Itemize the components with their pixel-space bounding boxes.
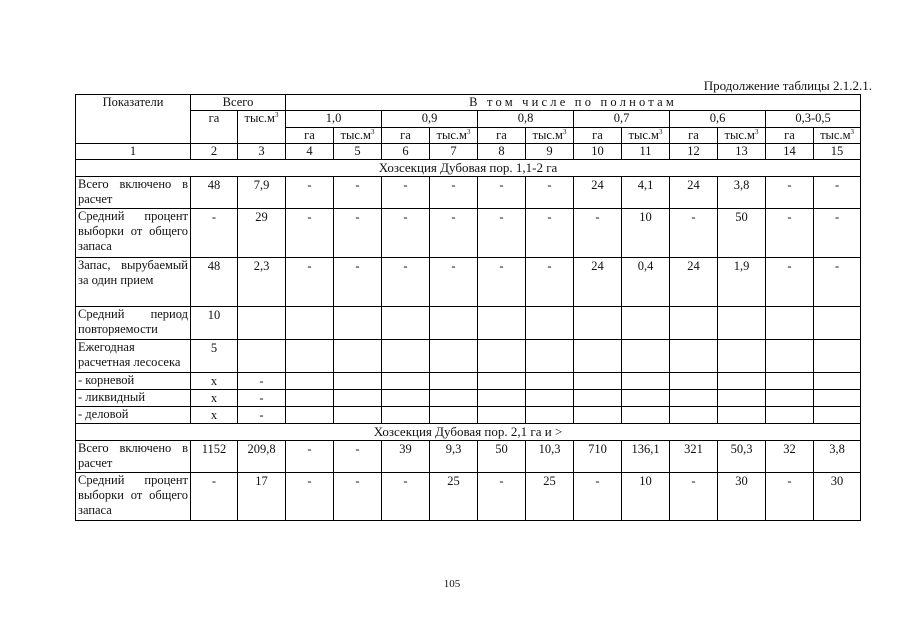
table-cell (238, 307, 286, 340)
table-cell: 0,4 (622, 258, 670, 307)
unit-ha-5: га (670, 128, 718, 144)
table-cell: 321 (670, 441, 718, 473)
density-4: 0,7 (574, 111, 670, 128)
table-cell (766, 373, 814, 390)
table-cell (670, 340, 718, 373)
table-cell (334, 340, 382, 373)
table-cell: 48 (191, 177, 238, 209)
table-cell: 32 (766, 441, 814, 473)
table-cell (574, 340, 622, 373)
row-label: Всего включено в расчет (76, 177, 191, 209)
table-row (76, 177, 861, 209)
table-cell: 24 (670, 177, 718, 209)
table-cell (814, 373, 861, 390)
table-cell: - (334, 258, 382, 307)
table-cell: 30 (814, 473, 861, 521)
table-cell (814, 307, 861, 340)
table-cell: - (382, 473, 430, 521)
column-number: 13 (718, 144, 766, 160)
table-cell: - (670, 473, 718, 521)
table-cell (286, 340, 334, 373)
table-cell: - (478, 473, 526, 521)
table-cell: 25 (430, 473, 478, 521)
header-total-ha: га (191, 111, 238, 144)
table-cell: 9,3 (430, 441, 478, 473)
table-cell: - (430, 258, 478, 307)
table-row (76, 473, 861, 521)
density-3: 0,8 (478, 111, 574, 128)
table-cell: - (191, 209, 238, 258)
table-cell (718, 340, 766, 373)
table-cell (766, 390, 814, 407)
table-row (76, 407, 861, 424)
table-cell: 209,8 (238, 441, 286, 473)
table-cell (286, 373, 334, 390)
unit-ha-4: га (574, 128, 622, 144)
table-cell: 2,3 (238, 258, 286, 307)
row-label: - корневой (76, 373, 191, 390)
table-row (76, 209, 861, 258)
table-cell: - (814, 177, 861, 209)
column-number: 12 (670, 144, 718, 160)
table-cell: 24 (574, 258, 622, 307)
header-total: Всего (191, 95, 286, 111)
table-cell: 7,9 (238, 177, 286, 209)
column-number: 9 (526, 144, 574, 160)
column-number: 6 (382, 144, 430, 160)
unit-ha-3: га (478, 128, 526, 144)
table-row (76, 258, 861, 307)
table-cell: 24 (670, 258, 718, 307)
table-cell: - (430, 177, 478, 209)
table-cell: х (191, 407, 238, 424)
table-cell: - (238, 390, 286, 407)
header-including: В том числе по полнотам (286, 95, 861, 111)
table-cell: - (191, 473, 238, 521)
row-label: Всего включено в расчет (76, 441, 191, 473)
table-cell: 1152 (191, 441, 238, 473)
table-cell: 10 (622, 473, 670, 521)
table-cell (382, 373, 430, 390)
table-cell: 136,1 (622, 441, 670, 473)
table-cell: 10 (191, 307, 238, 340)
table-cell (238, 340, 286, 373)
table-cell (670, 390, 718, 407)
density-1: 1,0 (286, 111, 382, 128)
table-cell: 30 (718, 473, 766, 521)
table-cell: - (334, 473, 382, 521)
table-cell: - (766, 473, 814, 521)
table-cell: - (286, 441, 334, 473)
table-cell (526, 307, 574, 340)
table-row (76, 441, 861, 473)
unit-volume-5: $тыс.м^3$ (718, 128, 766, 144)
header-row-2 (76, 111, 861, 128)
unit-volume-6: $тыс.м^3$ (814, 128, 861, 144)
table-cell (286, 390, 334, 407)
table-row (76, 307, 861, 340)
table-cell (430, 390, 478, 407)
table-cell: - (382, 258, 430, 307)
table-cell: 3,8 (814, 441, 861, 473)
column-number: 5 (334, 144, 382, 160)
table-cell (526, 340, 574, 373)
table-cell (574, 373, 622, 390)
table-cell (478, 340, 526, 373)
table-cell: 710 (574, 441, 622, 473)
table-cell (718, 307, 766, 340)
table-cell: - (238, 373, 286, 390)
data-table (75, 94, 861, 521)
row-label: Ежегодная расчетная лесосека (76, 340, 191, 373)
table-cell (670, 407, 718, 424)
row-label: Средний процент выборки от общего запаса (76, 473, 191, 521)
table-cell (526, 390, 574, 407)
row-label: Средний период повторяемости (76, 307, 191, 340)
table-cell (622, 307, 670, 340)
table-cell (382, 340, 430, 373)
table-cell: 10 (622, 209, 670, 258)
table-cell: - (334, 441, 382, 473)
table-cell (766, 307, 814, 340)
table-cell: 10,3 (526, 441, 574, 473)
density-6: 0,3-0,5 (766, 111, 861, 128)
table-cell (478, 373, 526, 390)
table-cell (334, 307, 382, 340)
table-cell: 29 (238, 209, 286, 258)
density-2: 0,9 (382, 111, 478, 128)
column-number: 14 (766, 144, 814, 160)
table-cell: 39 (382, 441, 430, 473)
table-cell (622, 407, 670, 424)
header-indicators: Показатели (76, 95, 191, 144)
table-cell (526, 373, 574, 390)
column-number: 4 (286, 144, 334, 160)
table-cell: - (574, 473, 622, 521)
header-row-1 (76, 95, 861, 111)
table-cell (478, 407, 526, 424)
table-cell: 24 (574, 177, 622, 209)
unit-ha-2: га (382, 128, 430, 144)
table-cell: - (286, 209, 334, 258)
table-cell (430, 307, 478, 340)
table-cell (478, 390, 526, 407)
table-cell: - (334, 209, 382, 258)
table-cell: - (574, 209, 622, 258)
table-cell: х (191, 373, 238, 390)
table-cell: х (191, 390, 238, 407)
table-cell: 4,1 (622, 177, 670, 209)
table-cell: - (670, 209, 718, 258)
table-cell (622, 390, 670, 407)
table-cell: - (478, 177, 526, 209)
table-cell: - (478, 209, 526, 258)
table-cell: 5 (191, 340, 238, 373)
column-number: 1 (76, 144, 191, 160)
table-cell: - (334, 177, 382, 209)
table-cell (814, 340, 861, 373)
table-cell: - (430, 209, 478, 258)
table-cell: 17 (238, 473, 286, 521)
table-cell: 50,3 (718, 441, 766, 473)
table-cell: - (766, 258, 814, 307)
header-total-volume: $тыс.м^3$ (238, 111, 286, 144)
unit-volume-3: $тыс.м^3$ (526, 128, 574, 144)
unit-ha-6: га (766, 128, 814, 144)
page-number: 105 (443, 578, 461, 590)
column-number: 3 (238, 144, 286, 160)
table-cell (334, 390, 382, 407)
section-title: Хозсекция Дубовая пор. 1,1-2 га (76, 160, 861, 177)
table-cell: 25 (526, 473, 574, 521)
table-cell: 50 (478, 441, 526, 473)
section-row (76, 160, 861, 177)
column-number: 11 (622, 144, 670, 160)
table-cell: - (766, 177, 814, 209)
table-cell: 50 (718, 209, 766, 258)
table-cell (622, 340, 670, 373)
unit-volume-4: $тыс.м^3$ (622, 128, 670, 144)
table-cell (670, 307, 718, 340)
table-cell (478, 307, 526, 340)
table-row (76, 373, 861, 390)
table-cell (430, 407, 478, 424)
table-cell (814, 407, 861, 424)
table-cell (574, 407, 622, 424)
unit-volume-1: $тыс.м^3$ (334, 128, 382, 144)
table-cell (382, 390, 430, 407)
table-cell (382, 407, 430, 424)
table-cell: - (238, 407, 286, 424)
table-cell: - (286, 177, 334, 209)
table-cell: - (766, 209, 814, 258)
table-cell (718, 407, 766, 424)
table-cell: - (286, 258, 334, 307)
table-cell (286, 407, 334, 424)
table-cell (622, 373, 670, 390)
table-cell (334, 407, 382, 424)
table-row (76, 390, 861, 407)
row-label: Запас, вырубаемый за один прием (76, 258, 191, 307)
column-number: 8 (478, 144, 526, 160)
table-cell (286, 307, 334, 340)
table-cell: - (286, 473, 334, 521)
table-cell: 3,8 (718, 177, 766, 209)
table-cell (718, 373, 766, 390)
table-cell: - (526, 177, 574, 209)
table-cell (334, 373, 382, 390)
section-title: Хозсекция Дубовая пор. 2,1 га и > (76, 424, 861, 441)
unit-ha-1: га (286, 128, 334, 144)
table-cell (574, 307, 622, 340)
column-number: 7 (430, 144, 478, 160)
density-5: 0,6 (670, 111, 766, 128)
column-number-row (76, 144, 861, 160)
table-cell (766, 407, 814, 424)
table-cell (766, 340, 814, 373)
table-cell: - (382, 209, 430, 258)
table-caption: Продолжение таблицы 2.1.2.1. (703, 78, 872, 93)
table-cell: - (814, 258, 861, 307)
table-cell (670, 373, 718, 390)
row-label: - ликвидный (76, 390, 191, 407)
table-cell: - (526, 209, 574, 258)
column-number: 10 (574, 144, 622, 160)
column-number: 2 (191, 144, 238, 160)
row-label: Средний процент выборки от общего запаса (76, 209, 191, 258)
table-cell (430, 340, 478, 373)
unit-volume-2: $тыс.м^3$ (430, 128, 478, 144)
table-cell: - (382, 177, 430, 209)
table-cell (526, 407, 574, 424)
row-label: - деловой (76, 407, 191, 424)
table-cell (814, 390, 861, 407)
table-cell: 48 (191, 258, 238, 307)
table-cell: - (478, 258, 526, 307)
table-cell: - (526, 258, 574, 307)
table-cell (718, 390, 766, 407)
column-number: 15 (814, 144, 861, 160)
table-cell (430, 373, 478, 390)
table-cell (574, 390, 622, 407)
table-cell: 1,9 (718, 258, 766, 307)
table-row (76, 340, 861, 373)
section-row (76, 424, 861, 441)
table-cell: - (814, 209, 861, 258)
table-cell (382, 307, 430, 340)
